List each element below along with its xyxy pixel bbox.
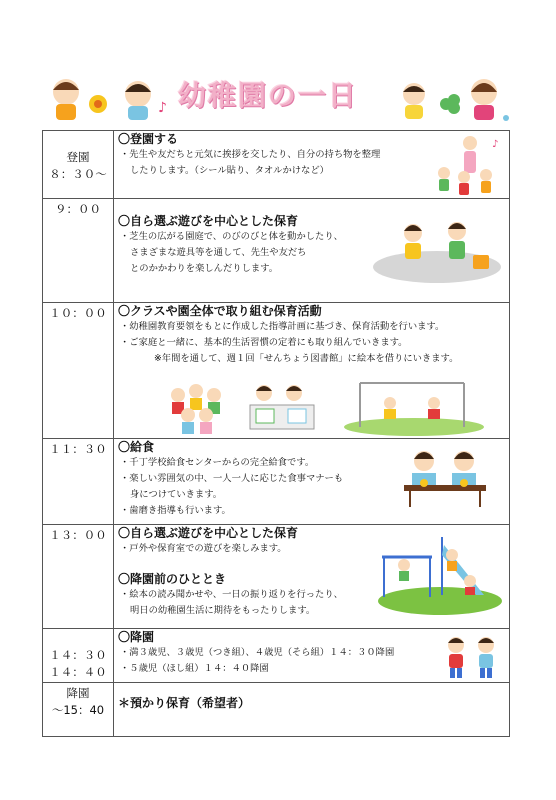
header bbox=[0, 62, 556, 122]
activity-line: ・芝生の広がる園庭で、のびのびと体を動かしたり、 bbox=[120, 231, 343, 242]
table-row bbox=[43, 629, 510, 683]
activity-cell bbox=[114, 131, 510, 199]
time-cell bbox=[43, 303, 114, 439]
table-row bbox=[43, 131, 510, 199]
table-row bbox=[43, 439, 510, 525]
time-cell bbox=[43, 131, 114, 199]
children-illustration-right bbox=[396, 72, 516, 124]
activity-line: ・幼稚園教育要領をもとに作成した指導計画に基づき、保育活動を行います。 bbox=[120, 321, 445, 332]
time-label: １４：４０ bbox=[49, 665, 107, 679]
activity-line: ・歯磨き指導も行います。 bbox=[120, 505, 231, 516]
time-label: 登園 bbox=[66, 150, 90, 164]
activity-cell bbox=[114, 199, 510, 303]
table-row bbox=[43, 199, 510, 303]
activity-line: ・千丁学校給食センターからの完全給食です。 bbox=[120, 457, 315, 468]
section-title: 〇給食 bbox=[118, 440, 155, 454]
time-label: １３：００ bbox=[49, 528, 107, 542]
activity-cell bbox=[114, 439, 510, 525]
time-label: １１：３０ bbox=[49, 442, 107, 456]
section-title: 〇自ら選ぶ遊びを中心とした保育 bbox=[118, 526, 299, 540]
page-title: 幼稚園の一日 bbox=[178, 79, 359, 112]
time-cell bbox=[43, 199, 114, 303]
activity-line: したりします。（シール貼り、タオルかけなど） bbox=[130, 165, 329, 176]
time-label: 降園 bbox=[66, 686, 90, 700]
going-home-illustration bbox=[440, 633, 504, 681]
activity-line: 身につけていきます。 bbox=[130, 489, 223, 500]
table-row bbox=[43, 303, 510, 439]
time-cell bbox=[43, 629, 114, 683]
activity-line: 明日の幼稚園生活に期待をもったりします。 bbox=[130, 605, 316, 616]
table-row bbox=[43, 683, 510, 737]
section-title: 〇降園前のひととき bbox=[118, 572, 227, 586]
section-title: 〇降園 bbox=[118, 630, 155, 644]
activity-line: ※年間を通して、週１回「せんちょう図書館」に絵本を借りにいきます。 bbox=[154, 353, 459, 364]
activity-line: ・満３歳児、３歳児（つき組）、４歳児（そら組）１４：３０降園 bbox=[120, 647, 395, 658]
activity-cell bbox=[114, 683, 510, 737]
activity-line: ・ご家庭と一緒に、基本的生活習慣の定着にも取り組んでいきます。 bbox=[120, 337, 408, 348]
time-cell bbox=[43, 439, 114, 525]
activity-cell bbox=[114, 303, 510, 439]
time-label: １４：３０ bbox=[49, 648, 107, 662]
activity-line: ・楽しい雰囲気の中、一人一人に応じた食事マナーも bbox=[120, 473, 344, 484]
children-illustration-left bbox=[48, 72, 168, 124]
time-label: ８：３０～ bbox=[49, 167, 107, 181]
time-cell bbox=[43, 683, 114, 737]
activity-line: ・絵本の読み聞かせや、一日の振り返りを行ったり、 bbox=[120, 589, 343, 600]
section-title: 〇クラスや園全体で取り組む保育活動 bbox=[118, 304, 322, 318]
time-cell bbox=[43, 525, 114, 629]
greeting-illustration bbox=[434, 133, 506, 197]
section-title: ＊預かり保育（希望者） bbox=[118, 696, 251, 710]
time-label: ９：００ bbox=[55, 202, 101, 216]
playground-illustration bbox=[372, 531, 502, 615]
schedule-table bbox=[42, 130, 510, 737]
activity-cell bbox=[114, 525, 510, 629]
activity-line: とのかかわりを楽しんだりします。 bbox=[130, 263, 279, 274]
section-title: 〇自ら選ぶ遊びを中心とした保育 bbox=[118, 214, 299, 228]
table-row bbox=[43, 525, 510, 629]
activity-cell bbox=[114, 629, 510, 683]
svg-text:♪: ♪ bbox=[158, 100, 167, 116]
section-title: 〇登園する bbox=[118, 132, 179, 146]
lunch-illustration bbox=[402, 445, 488, 511]
time-label: ～15：40 bbox=[51, 703, 105, 717]
class-activity-illustrations bbox=[164, 379, 494, 437]
activity-line: ・５歳児（ほし組）１４：４０降園 bbox=[120, 663, 269, 674]
sandbox-play-illustration bbox=[369, 215, 505, 287]
activity-line: ・先生や友だちと元気に挨拶を交したり、自分の持ち物を整理 bbox=[120, 149, 381, 160]
activity-line: さまざまな遊具等を通して、先生や友だち bbox=[130, 247, 307, 258]
svg-text:♪: ♪ bbox=[492, 139, 499, 150]
time-label: １０：００ bbox=[49, 306, 107, 320]
activity-line: ・戸外や保育室での遊びを楽しみます。 bbox=[120, 543, 287, 554]
